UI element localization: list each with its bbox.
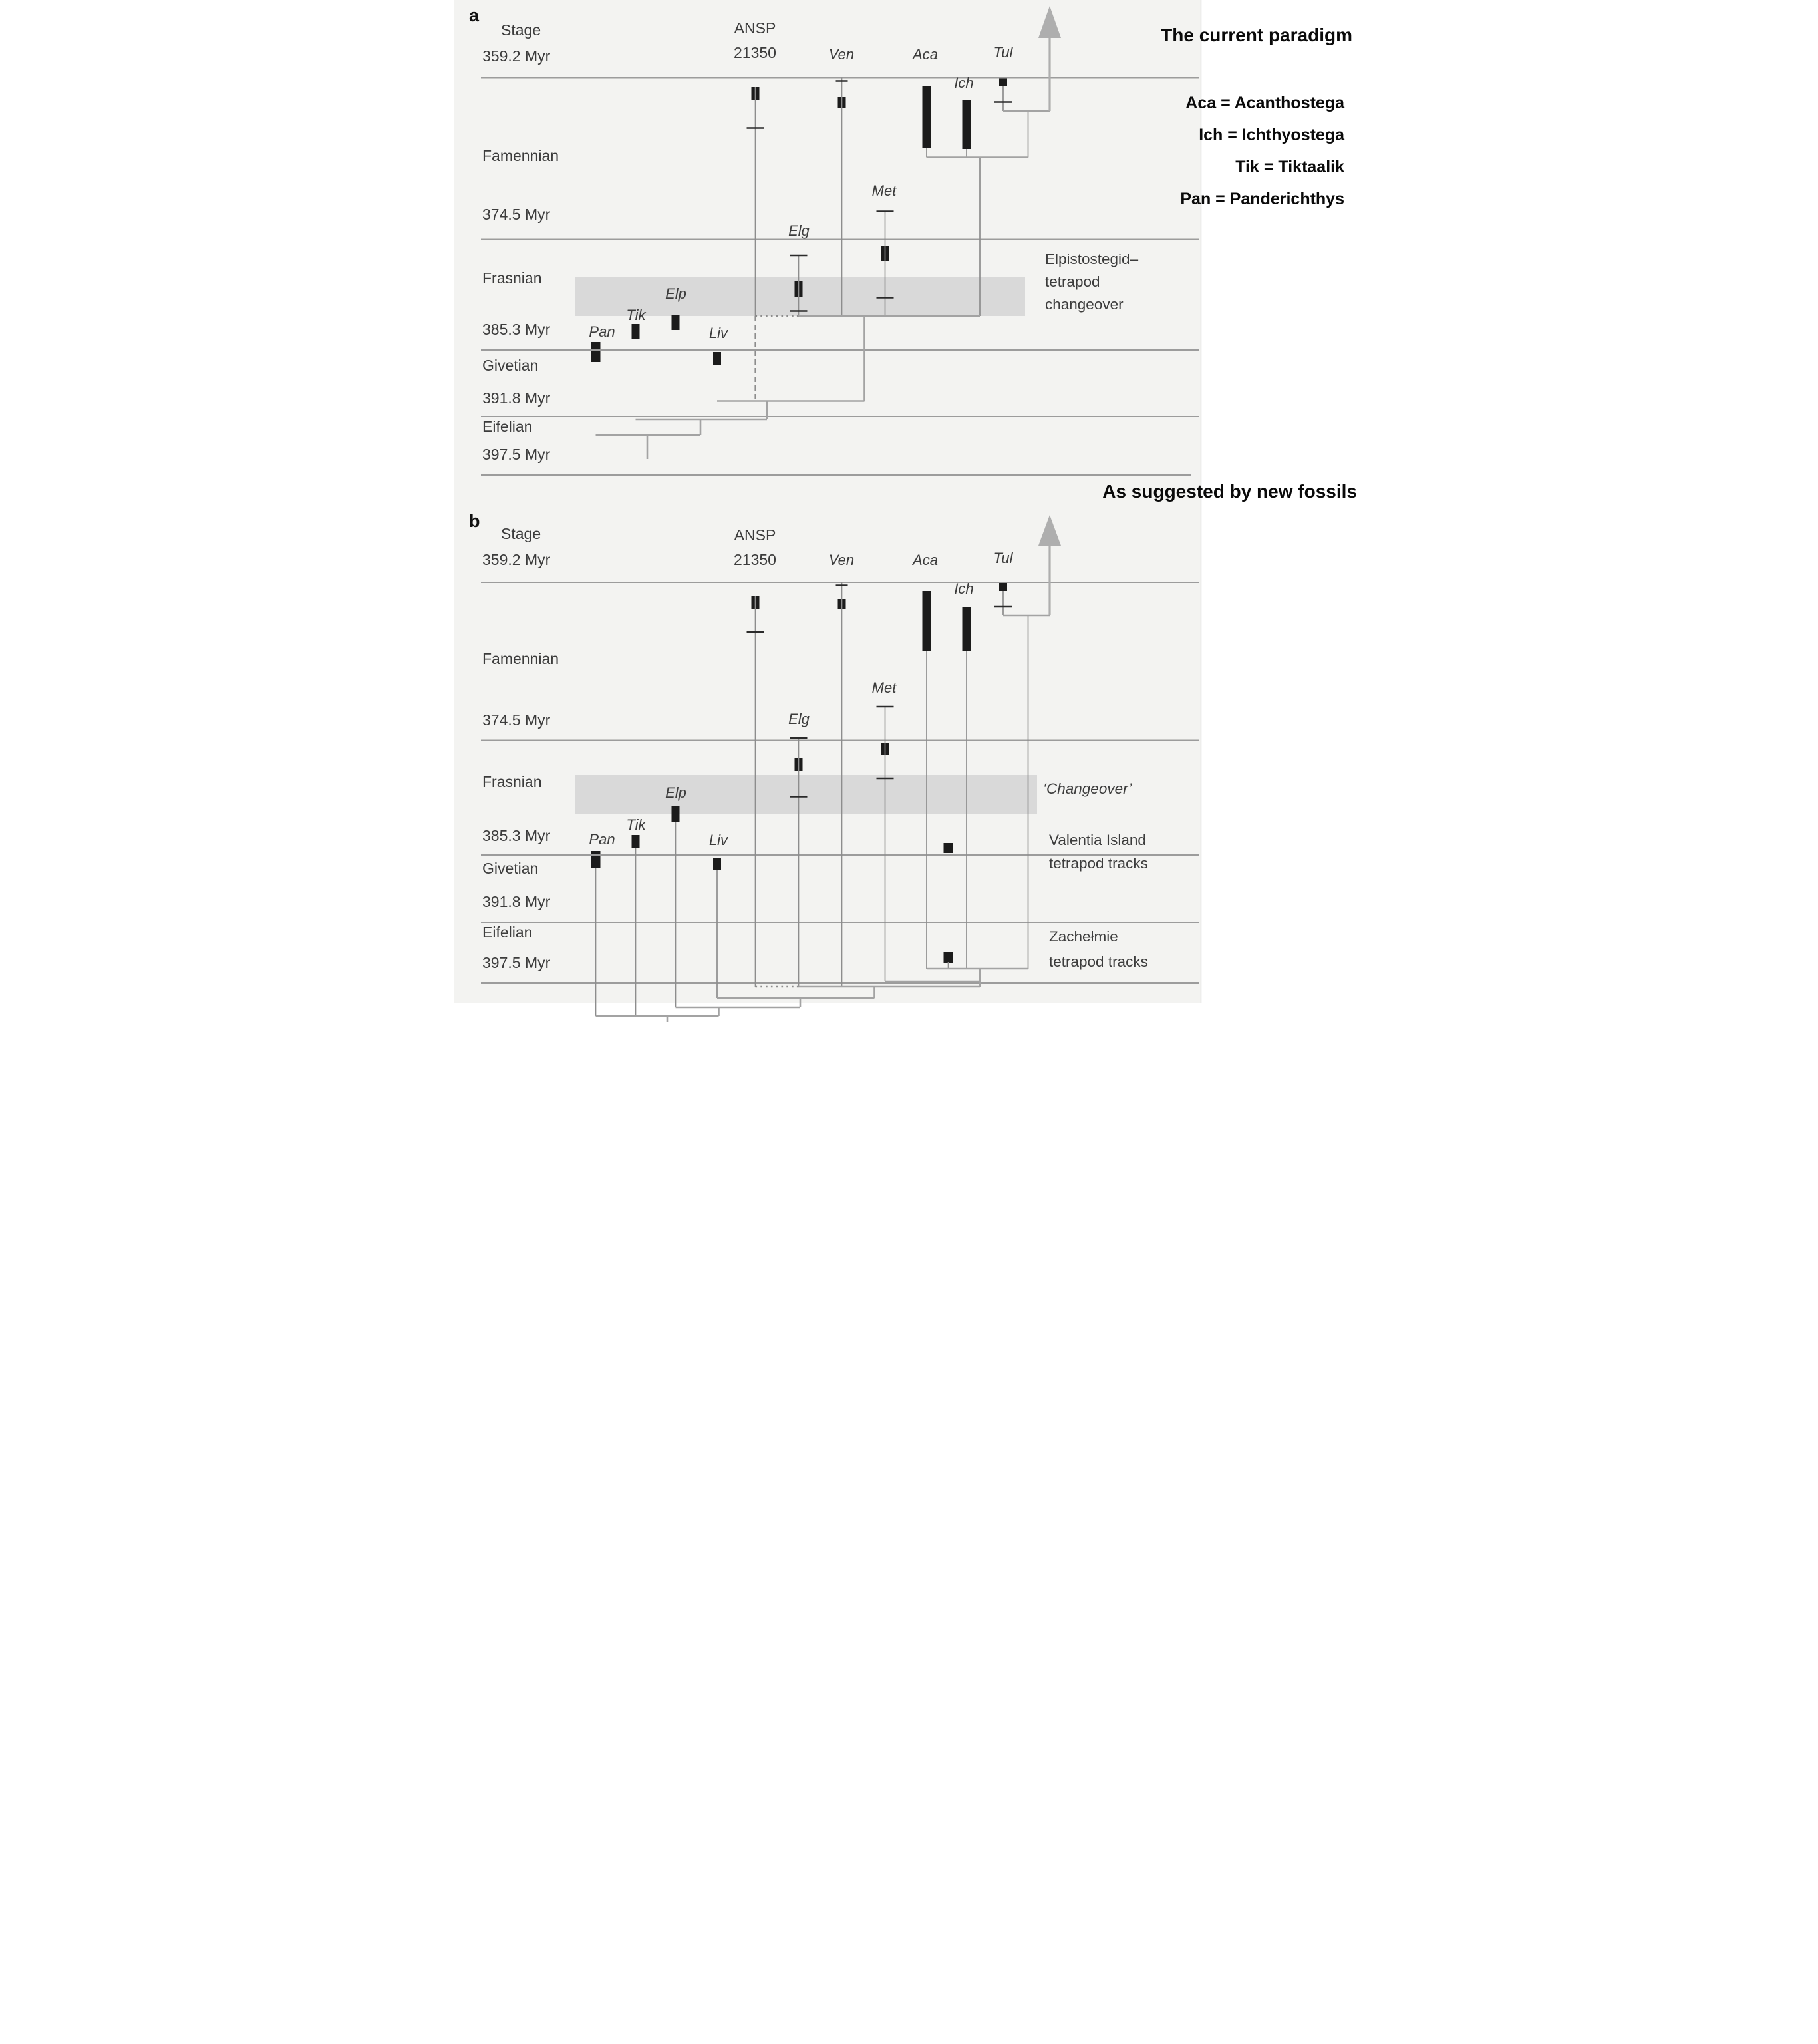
label-elg: Elg [788,711,810,727]
legend-aca: Aca = Acanthostega [1185,94,1344,112]
label-met: Met [871,182,897,199]
changeover-band-b [575,775,1037,814]
zachelmie-caption-line2: tetrapod tracks [1049,953,1148,970]
elp-occurrence-a [672,315,680,330]
label-famennian: Famennian [482,650,559,667]
label-frasnian: Frasnian [482,269,542,287]
zachelmie-caption-line1: Zachełmie [1049,928,1118,945]
aca-range-bar-a [923,86,931,148]
tul-occurrence-b [999,582,1007,591]
label-ven: Ven [828,46,855,63]
figure-canvas [454,0,1364,1022]
label-liv: Liv [708,832,728,848]
label-ven: Ven [828,552,855,568]
valentia-caption-line1: Valentia Island [1049,832,1146,848]
label-givetian: Givetian [482,860,539,877]
changeover-caption-b: ‘Changeover’ [1043,780,1132,797]
legend-ich: Ich = Ichthyostega [1199,126,1344,144]
label-tul: Tul [993,550,1013,566]
label-met: Met [871,679,897,696]
liv-occurrence-b [713,858,721,870]
label-ansp: ANSP [734,526,776,544]
pan-occurrence-b [591,851,601,868]
legend-pan: Pan = Panderichthys [1180,190,1344,208]
label-pan: Pan [589,323,615,340]
label-374-5-myr: 374.5 Myr [482,711,551,729]
label-stage: Stage [501,21,541,39]
figure-base [454,0,1201,1003]
aca-range-bar-b [923,591,931,651]
label-elp: Elp [665,784,686,801]
label-374-5-myr: 374.5 Myr [482,206,551,223]
legend-tik: Tik = Tiktaalik [1235,158,1344,176]
label-liv: Liv [708,325,728,341]
valentia-tracks-marker [944,843,953,853]
label-385-3-myr: 385.3 Myr [482,321,551,338]
label-21350: 21350 [734,44,776,61]
label-frasnian: Frasnian [482,773,542,790]
label-eifelian: Eifelian [482,924,533,941]
label-391-8-myr: 391.8 Myr [482,389,551,407]
label-385-3-myr: 385.3 Myr [482,827,551,844]
label-tul: Tul [993,44,1013,61]
changeover-caption-line2: tetrapod [1045,273,1100,290]
label-aca: Aca [913,552,938,568]
label-eifelian: Eifelian [482,418,533,435]
label-stage: Stage [501,525,541,542]
tik-occurrence-a [632,324,640,339]
label-ansp: ANSP [734,19,776,37]
label-tik: Tik [626,816,646,833]
ich-range-bar-b [963,607,971,651]
changeover-caption-line1: Elpistostegid– [1045,251,1139,267]
elp-occurrence-b [672,806,680,822]
ich-range-bar-a [963,100,971,149]
label-391-8-myr: 391.8 Myr [482,893,551,910]
label-elp: Elp [665,285,686,302]
liv-occurrence-a [713,352,721,365]
changeover-caption-line3: changeover [1045,296,1124,313]
panel-letter-b: b [469,511,480,531]
label-givetian: Givetian [482,357,539,374]
tik-occurrence-b [632,835,640,848]
label-ich: Ich [954,75,974,91]
valentia-caption-line2: tetrapod tracks [1049,855,1148,872]
label-397-5-myr: 397.5 Myr [482,954,551,971]
panel-letter-a: a [469,5,480,25]
label-359-2-myr: 359.2 Myr [482,47,551,65]
label-pan: Pan [589,831,615,848]
label-21350: 21350 [734,551,776,568]
label-elg: Elg [788,222,810,239]
pan-occurrence-a [591,342,601,362]
label-aca: Aca [913,46,938,63]
figure-background [454,0,1201,1003]
label-famennian: Famennian [482,147,559,164]
label-397-5-myr: 397.5 Myr [482,446,551,463]
panel-b-title: As suggested by new fossils [1102,481,1357,502]
figure-tetrapod-timelines [454,0,1364,1022]
zachelmie-tracks-marker [944,952,953,963]
label-ich: Ich [954,580,974,597]
panel-a-title: The current paradigm [1161,25,1352,45]
label-tik: Tik [626,307,646,323]
label-359-2-myr: 359.2 Myr [482,551,551,568]
